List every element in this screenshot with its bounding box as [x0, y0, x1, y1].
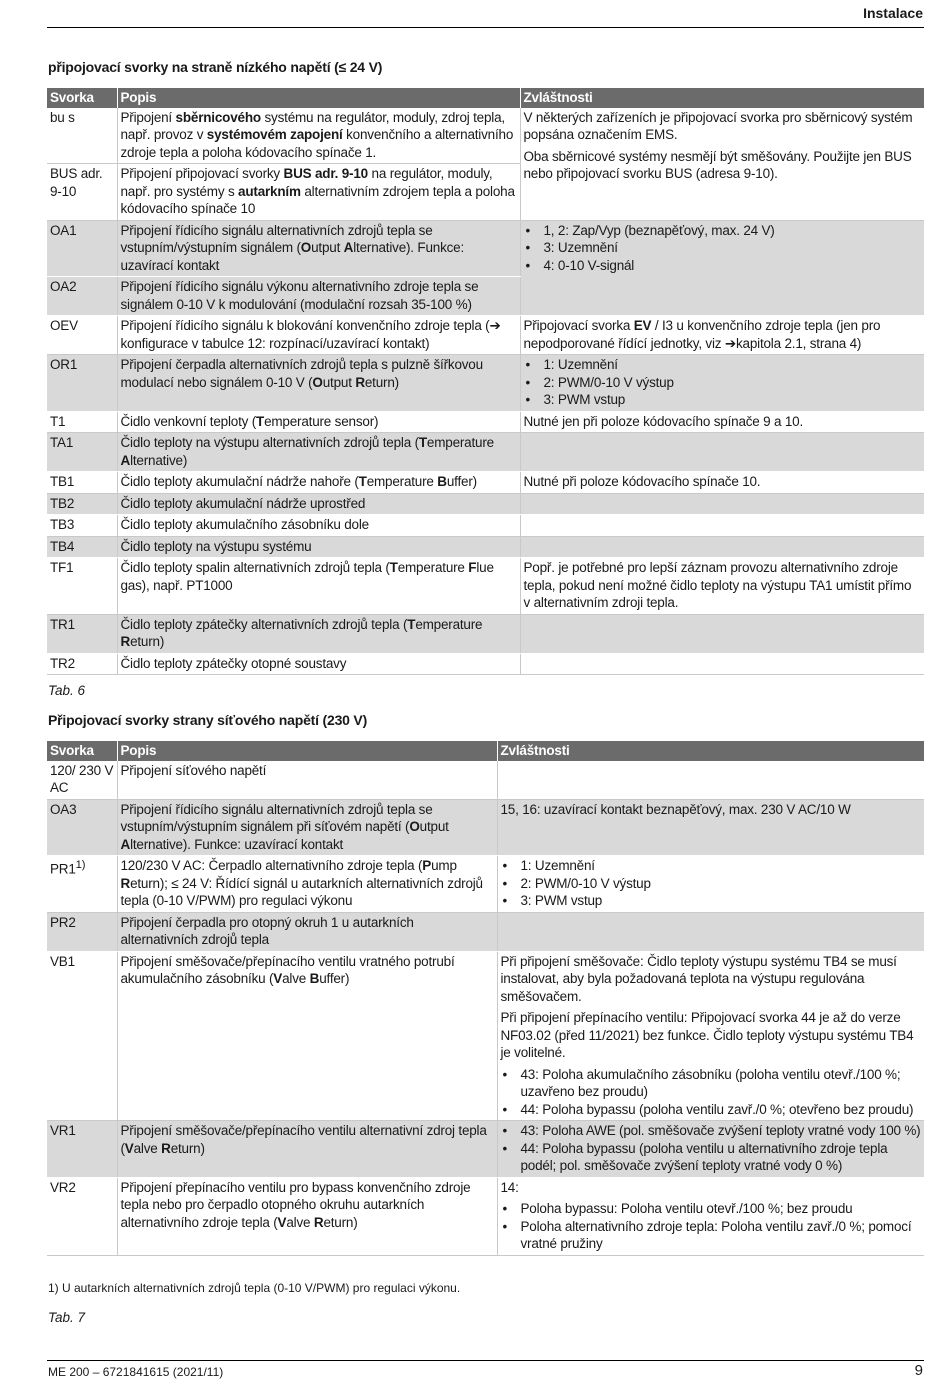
table-row [47, 1121, 924, 1178]
table-row [47, 108, 924, 164]
table-row [47, 761, 924, 800]
terminal-cell [47, 1177, 117, 1255]
text-segment: Připojovací svorka [523, 318, 634, 333]
text-segment: Připojení čerpadla alternativních zdrojů tepla s pulzně šířkovou modulací nebo signálem 0-10 V ( [120, 357, 483, 390]
bullet-item: • 3: PWM vstup [524, 391, 922, 409]
text-segment: Připojení přepínacího ventilu pro bypass konvenčního zdroje tepla nebo pro čerpadlo otopného okruhu autarkních alternativního zdroje tepla ( [120, 1179, 471, 1230]
document-id: ME 200 – 6721841615 (2021/11) [48, 1365, 224, 1379]
table-row [47, 220, 924, 277]
text-segment: Čidlo teploty zpátečky alternativních zdrojů tepla ( [120, 616, 408, 632]
text-segment: Čidlo teploty na výstupu alternativních zdrojů tepla ( [120, 435, 419, 450]
bold-text: P [422, 858, 432, 873]
text-segment: Připojení řídicího signálu alternativních zdrojů tepla se vstupním/výstupním signálem při síťovém napětí ( [120, 801, 433, 834]
bold-text: V [277, 1214, 287, 1230]
text-segment: Čidlo venkovní teploty ( [120, 413, 257, 429]
notes-cell [520, 355, 924, 412]
bullet-item: • 3: PWM vstup [501, 892, 922, 910]
text-segment: lternative). Funkce: uzavírací kontakt [130, 836, 344, 852]
terminal-label: TB2 [50, 495, 75, 511]
notes-cell [520, 493, 924, 515]
terminal-label: 120/ 230 V AC [50, 762, 114, 795]
text-segment: konvenčního a alternativního zdroje tepla a poloha kódovacího spínače 1. [120, 127, 514, 160]
bullet-item: • 44: Poloha bypassu (poloha ventilu u alternativního zdroje tepla podél; pol. směšovače zvýšení teploty vratné vody 0 %) [501, 1140, 922, 1175]
table-row [47, 472, 924, 494]
notes-cell [497, 951, 924, 1121]
terminal-label: OA2 [50, 279, 77, 294]
text-segment: Připojení [120, 109, 176, 125]
text-segment: emperature [397, 560, 469, 575]
text-segment: systému na regulátor, moduly, zdroj tepla, např. provoz v [120, 109, 505, 142]
terminal-label: bu s [50, 109, 75, 125]
text-segment: lue gas), např. PT1000 [120, 560, 494, 593]
bold-text: O [312, 374, 323, 390]
bold-text: O [300, 240, 312, 255]
description-cell [117, 761, 497, 800]
notes-paragraph: V některých zařízeních je připojovací svorka pro sběrnicový systém popsána označením EMS. [523, 109, 913, 142]
bold-text: autarkním [238, 183, 301, 199]
terminal-label: TB4 [50, 538, 75, 554]
description-cell [117, 536, 520, 558]
description-cell [117, 493, 520, 515]
text-segment: eturn) [323, 1214, 358, 1230]
terminal-cell [47, 515, 117, 537]
terminal-cell [47, 433, 117, 472]
description-cell [117, 316, 520, 355]
bold-text: A [120, 836, 131, 852]
notes-cell [520, 515, 924, 537]
table-row [47, 493, 924, 515]
terminal-label: OA3 [50, 801, 77, 817]
notes-cell [497, 912, 924, 951]
bullet-item: • 43: Poloha AWE (pol. směšovače zvýšení teploty vratné vody 100 %) [501, 1122, 922, 1140]
bullet-list [501, 1066, 922, 1119]
text-segment: emperature [366, 474, 438, 489]
text-segment: emperature [415, 616, 483, 632]
terminal-cell [47, 108, 117, 164]
text-segment: lternative) [130, 452, 188, 468]
terminal-label: VR2 [50, 1179, 76, 1195]
table-row [47, 856, 924, 913]
bullet-item: • 2: PWM/0-10 V výstup [501, 875, 922, 893]
table-row [47, 355, 924, 412]
bold-text: B [437, 474, 447, 489]
terminal-label: T1 [50, 413, 66, 429]
page-number: 9 [914, 1362, 923, 1379]
terminal-cell [47, 1121, 117, 1178]
table-caption: Tab. 7 [48, 1310, 86, 1325]
notes-cell [497, 761, 924, 800]
text-segment: alve [133, 1140, 162, 1156]
text-segment: emperature sensor) [264, 413, 379, 429]
table-row [47, 614, 924, 653]
terminal-label: OR1 [50, 357, 78, 372]
description-cell [117, 220, 520, 277]
column-header-terminal: Svorka [47, 741, 117, 761]
column-header-notes: Zvláštnosti [497, 741, 924, 761]
notes-paragraph: Oba sběrnicové systémy nesmějí být směšovány. Použijte jen BUS nebo připojovací svorku BUS (adresa 9-10). [523, 148, 912, 181]
text-segment: eturn) [130, 634, 165, 649]
bold-text: R [120, 875, 131, 891]
description-cell [117, 653, 520, 675]
notes-cell [520, 220, 924, 316]
notes-cell [520, 653, 924, 675]
text-segment: emperature [426, 435, 494, 450]
terminal-cell [47, 316, 117, 355]
text-segment: Čidlo teploty akumulačního zásobníku dole [120, 517, 369, 532]
bold-text: O [409, 819, 420, 834]
description-cell [117, 558, 520, 615]
bold-text: V [124, 1140, 134, 1156]
terminal-cell [47, 799, 117, 856]
bullet-item: • 1: Uzemnění [524, 356, 922, 374]
text-segment: utput [322, 374, 356, 390]
table-row [47, 653, 924, 675]
text-segment: eturn) [170, 1140, 205, 1156]
description-cell [117, 1121, 497, 1178]
bullet-list [501, 1122, 922, 1175]
text-segment: Připojení směšovače/přepínacího ventilu vratného potrubí akumulačního zásobníku ( [120, 953, 455, 986]
notes-text: 15, 16: uzavírací kontakt beznapěťový, max. 230 V AC/10 W [500, 801, 851, 817]
notes-text [524, 317, 922, 352]
bold-text: sběrnicového [175, 109, 261, 125]
notes-cell [520, 411, 924, 433]
bold-text: F [468, 560, 477, 575]
notes-cell [520, 108, 924, 221]
description-cell [117, 614, 520, 653]
description-cell [117, 515, 520, 537]
description-cell [117, 1177, 497, 1255]
text-segment: Připojení síťového napětí [120, 762, 267, 778]
bold-text: T [407, 616, 416, 632]
notes-cell [497, 1177, 924, 1255]
footer-rule [47, 1360, 924, 1361]
description-cell [117, 799, 497, 856]
terminal-cell [47, 614, 117, 653]
bullet-list [501, 857, 922, 910]
text-segment: Čidlo teploty na výstupu systému [120, 538, 312, 554]
text-segment: Připojení řídicího signálu výkonu alternativního zdroje tepla se signálem 0-10 V k modulování (modulační rozsah 35-100 %) [120, 279, 479, 312]
bold-text: A [343, 240, 354, 255]
terminal-cell [47, 355, 117, 412]
table-row [47, 433, 924, 472]
terminal-label: PR2 [50, 914, 76, 930]
terminal-cell [47, 220, 117, 277]
text-segment: Připojení připojovací svorky [120, 166, 284, 181]
description-cell [117, 108, 520, 164]
footnote-marker: 1) [75, 859, 86, 871]
text-segment: alve [286, 1214, 314, 1230]
bold-text: V [273, 971, 283, 986]
description-cell [117, 277, 520, 316]
bullet-list [501, 1200, 922, 1253]
terminal-label: PR1 [50, 861, 76, 877]
bullet-item: • 1, 2: Zap/Vyp (beznapěťový, max. 24 V) [524, 222, 922, 240]
notes-cell [520, 558, 924, 615]
notes-cell [497, 1121, 924, 1178]
table-row [47, 316, 924, 355]
text-segment: Připojení řídicího signálu k blokování konvenčního zdroje tepla (➔ konfigurace v tabulce 12: rozpínací/uzavírací kontakt) [120, 318, 501, 351]
notes-text: Popř. je potřebné pro lepší záznam provozu alternativního zdroje tepla, pokud není možné čidlo teploty na výstupu TA1 umístit přímo v alternativním zdroji tepla. [523, 560, 912, 610]
table-footnote: 1) U autarkních alternativních zdrojů tepla (0-10 V/PWM) pro regulaci výkonu. [48, 1281, 461, 1295]
notes-cell [520, 316, 924, 355]
text-segment: lternative). Funkce: uzavírací kontakt [120, 240, 465, 273]
section-title-mains-voltage: Připojovací svorky strany síťového napětí (230 V) [48, 712, 368, 728]
terminal-label: VR1 [50, 1123, 76, 1138]
notes-cell [497, 856, 924, 913]
terminal-label: TR2 [50, 655, 75, 671]
description-cell [117, 912, 497, 951]
terminal-cell [47, 411, 117, 433]
text-segment: 120/230 V AC: Čerpadlo alternativního zdroje tepla ( [120, 858, 423, 873]
bullet-item: • 43: Poloha akumulačního zásobníku (poloha ventilu otevř./100 %; uzavřeno bez proudu) [501, 1066, 922, 1101]
text-segment: eturn) [364, 374, 399, 390]
column-header-notes: Zvláštnosti [520, 88, 924, 108]
table-row [47, 515, 924, 537]
text-segment: Připojení směšovače/přepínacího ventilu alternativní zdroj tepla ( [120, 1123, 487, 1156]
terminal-label: BUS adr. 9-10 [50, 166, 103, 199]
text-segment: Připojení čerpadla pro otopný okruh 1 u autarkních alternativních zdrojů tepla [120, 914, 414, 947]
bold-text: T [358, 474, 367, 489]
header-rule [47, 27, 924, 28]
terminal-label: TB1 [50, 474, 75, 489]
description-cell [117, 856, 497, 913]
bullet-item: • 1: Uzemnění [501, 857, 922, 875]
terminal-cell [47, 277, 117, 316]
table-row [47, 411, 924, 433]
text-segment: Připojení řídicího signálu alternativních zdrojů tepla se vstupním/výstupním signálem ( [120, 222, 433, 255]
terminal-cell [47, 493, 117, 515]
table-row [47, 558, 924, 615]
text-segment: uffer) [319, 971, 350, 986]
column-header-terminal: Svorka [47, 88, 117, 108]
notes-paragraph: 14: [500, 1179, 519, 1195]
description-cell [117, 472, 520, 494]
bullet-list [524, 356, 922, 409]
bullet-list [524, 222, 922, 275]
bold-text: B [309, 971, 320, 986]
column-header-description: Popis [117, 88, 520, 108]
description-cell [117, 355, 520, 412]
table-row [47, 912, 924, 951]
running-header: Instalace [863, 5, 923, 21]
bullet-item: • Poloha bypassu: Poloha ventilu otevř./100 %; bez proudu [501, 1200, 922, 1218]
text-segment: eturn); ≤ 24 V: Řídící signál u autarkních alternativních zdrojů tepla (0-10 V/PWM) pro regulaci výkonu [120, 875, 483, 908]
terminal-label: VB1 [50, 953, 75, 969]
bullet-item: • 3: Uzemnění [524, 239, 922, 257]
description-cell [117, 411, 520, 433]
section-title-low-voltage: připojovací svorky na straně nízkého napětí (≤ 24 V) [48, 59, 383, 75]
terminal-cell [47, 912, 117, 951]
description-cell [117, 164, 520, 221]
low-voltage-terminal-table [47, 88, 924, 675]
bold-text: R [313, 1214, 324, 1230]
bold-text: T [256, 413, 265, 429]
terminal-cell [47, 536, 117, 558]
terminal-label: TB3 [50, 517, 75, 532]
notes-cell [520, 536, 924, 558]
text-segment: uffer) [446, 474, 477, 489]
notes-text: Nutné jen při poloze kódovacího spínače 9 a 10. [523, 413, 804, 429]
notes-cell [520, 614, 924, 653]
text-segment: ump [431, 858, 457, 873]
mains-voltage-terminal-table [47, 741, 924, 1256]
notes-paragraph: Při připojení směšovače: Čidlo teploty výstupu systému TB4 se musí instalovat, aby byla požadovaná teplota na výstupu regulována směšovačem. [500, 953, 897, 1004]
bold-text: T [389, 560, 398, 575]
table-row [47, 799, 924, 856]
table-row [47, 951, 924, 1121]
bold-text: R [355, 374, 365, 390]
terminal-label: TA1 [50, 435, 74, 450]
bullet-item: • 4: 0-10 V-signál [524, 257, 922, 275]
text-segment: na regulátor, moduly, např. pro systémy s [120, 166, 493, 199]
terminal-cell [47, 856, 117, 913]
bullet-item: • 2: PWM/0-10 V výstup [524, 374, 922, 392]
description-cell [117, 951, 497, 1121]
text-segment: Čidlo teploty zpátečky otopné soustavy [120, 655, 347, 671]
bold-text: R [161, 1140, 171, 1156]
notes-text: Nutné při poloze kódovacího spínače 10. [523, 474, 761, 489]
text-segment: Čidlo teploty akumulační nádrže uprostřed [120, 495, 366, 511]
description-cell [117, 433, 520, 472]
notes-cell [520, 433, 924, 472]
text-segment: Čidlo teploty spalin alternativních zdrojů tepla ( [120, 560, 390, 575]
notes-paragraph: Při připojení přepínacího ventilu: Připojovací svorka 44 je až do verze NF03.02 (před 11/2021) bez funkce. Čidlo teploty výstupu systému TB4 je volitelné. [500, 1010, 914, 1060]
terminal-cell [47, 164, 117, 221]
terminal-label: TR1 [50, 616, 75, 632]
terminal-cell [47, 761, 117, 800]
bold-text: EV [633, 318, 652, 333]
terminal-label: OEV [50, 318, 78, 333]
notes-cell [520, 472, 924, 494]
text-segment: utput [419, 819, 449, 834]
terminal-label: TF1 [50, 560, 74, 575]
bullet-item: • 44: Poloha bypassu (poloha ventilu zavř./0 %; otevřeno bez proudu) [501, 1101, 922, 1119]
terminal-cell [47, 653, 117, 675]
terminal-cell [47, 472, 117, 494]
terminal-label: OA1 [50, 222, 77, 238]
text-segment: utput [311, 240, 344, 255]
bold-text: BUS adr. 9-10 [283, 166, 368, 181]
bold-text: R [120, 634, 131, 649]
terminal-cell [47, 558, 117, 615]
table-caption: Tab. 6 [48, 683, 86, 698]
terminal-cell [47, 951, 117, 1121]
bold-text: A [120, 452, 131, 468]
column-header-description: Popis [117, 741, 497, 761]
bold-text: systémovém zapojení [206, 127, 343, 142]
notes-cell [497, 799, 924, 856]
text-segment: Čidlo teploty akumulační nádrže nahoře ( [120, 474, 359, 489]
text-segment: alternativním zdrojem tepla a poloha kódovacího spínače 10 [120, 183, 515, 216]
table-row [47, 536, 924, 558]
text-segment: / I3 u konvenčního zdroje tepla (jen pro nepodporované řídící jednotky, viz ➔kapitola 2.1, strana 4) [523, 318, 881, 351]
bullet-item: • Poloha alternativního zdroje tepla: Poloha ventilu zavř./0 %; pomocí vratné pružiny [501, 1218, 922, 1253]
table-row [47, 1177, 924, 1255]
text-segment: alve [282, 971, 310, 986]
bold-text: T [418, 435, 427, 450]
